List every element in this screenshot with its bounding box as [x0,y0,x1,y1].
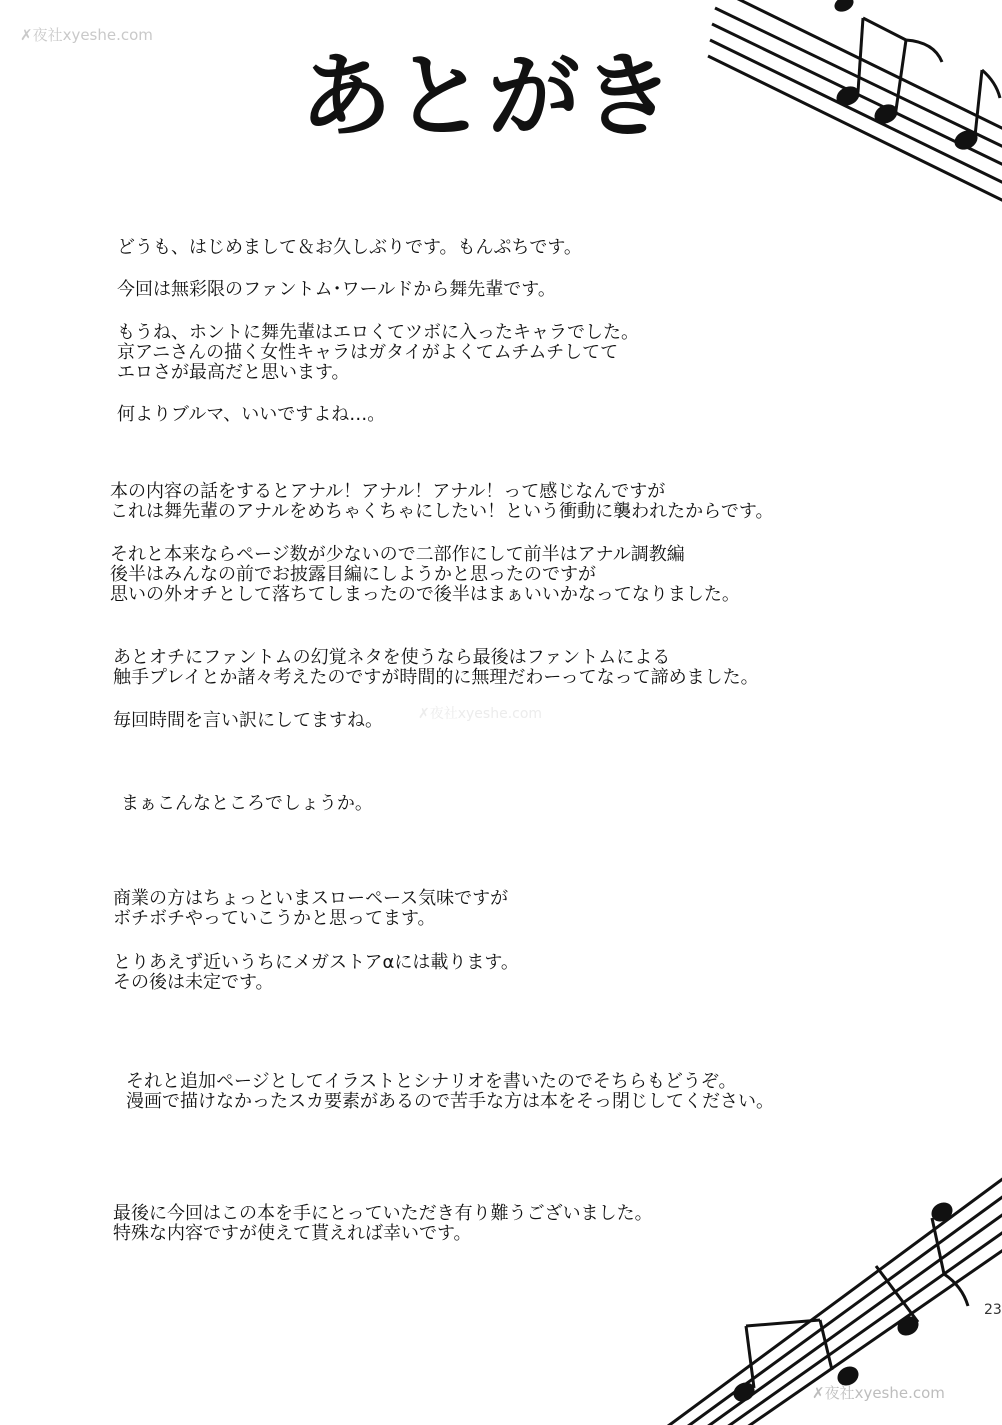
text-line: 本の内容の話をするとアナル！アナル！アナル！って感じなんですが [110,481,666,502]
text-line: 特殊な内容ですが使えて貰えれば幸いです。 [113,1223,472,1244]
watermark-bottom: ✗夜社xyeshe.com [812,1384,945,1402]
paragraph-thanks [113,1204,653,1244]
paragraph-ending-idea [113,648,759,688]
text-line: 毎回時間を言い訳にしてますね。 [113,710,383,731]
text-line: 何よりブルマ、いいですよね…。 [117,404,386,425]
music-staff-top-icon [720,0,1000,190]
text-line: 最後に今回はこの本を手にとっていただき有り難うございました。 [113,1203,653,1224]
paragraph-excuse [113,711,383,731]
text-line: ボチボチやっていこうかと思ってます。 [113,908,436,929]
paragraph-greeting [117,238,582,258]
text-line: どうも、はじめまして＆お久しぶりです。もんぷちです。 [117,237,582,258]
paragraph-content [110,482,773,522]
paragraph-plan [110,545,740,605]
text-line: これは舞先輩のアナルをめちゃくちゃにしたい！という衝動に襲われたからです。 [110,501,774,522]
text-line: エロさが最高だと思います。 [117,362,350,383]
music-staff-bottom-icon [650,1170,1000,1425]
paragraph-bloomers [117,405,385,425]
paragraph-extra-pages [126,1072,774,1112]
watermark-top: ✗夜社xyeshe.com [20,26,153,44]
page-title: あとがき [300,42,677,150]
paragraph-subject [117,280,556,300]
text-line: あとオチにファントムの幻覚ネタを使うなら最後はファントムによる [113,647,671,668]
text-line: その後は未定です。 [113,972,274,993]
text-line: 触手プレイとか諸々考えたのですが時間的に無理だわーってなって諦めました。 [113,667,759,688]
page-number: 23 [984,1302,1002,1318]
paragraph-commercial [113,889,508,929]
text-line: 京アニさんの描く女性キャラはガタイがよくてムチムチしてて [117,342,619,363]
text-line: もうね、ホントに舞先輩はエロくてツボに入ったキャラでした。 [117,322,639,343]
text-line: それと本来ならページ数が少ないので二部作にして前半はアナル調教編 [110,544,685,565]
text-line: それと追加ページとしてイラストとシナリオを書いたのでそちらもどうぞ。 [126,1071,737,1092]
watermark-middle: ✗夜社xyeshe.com [418,706,543,722]
text-line: 思いの外オチとして落ちてしまったので後半はまぁいいかなってなりました。 [110,584,740,605]
paragraph-megastore [113,953,519,993]
paragraph-character [117,323,639,383]
text-line: 後半はみんなの前でお披露目編にしようかと思ったのですが [110,564,596,585]
paragraph-wrap-up [121,794,373,814]
text-line: 商業の方はちょっといまスローペース気味ですが [113,888,509,909]
text-line: 今回は無彩限のファントム･ワールドから舞先輩です。 [117,279,556,300]
text-line: まぁこんなところでしょうか。 [121,793,373,814]
text-line: とりあえず近いうちにメガストアαには載ります。 [113,952,519,973]
text-line: 漫画で描けなかったスカ要素があるので苦手な方は本をそっ閉じしてください。 [126,1091,774,1112]
